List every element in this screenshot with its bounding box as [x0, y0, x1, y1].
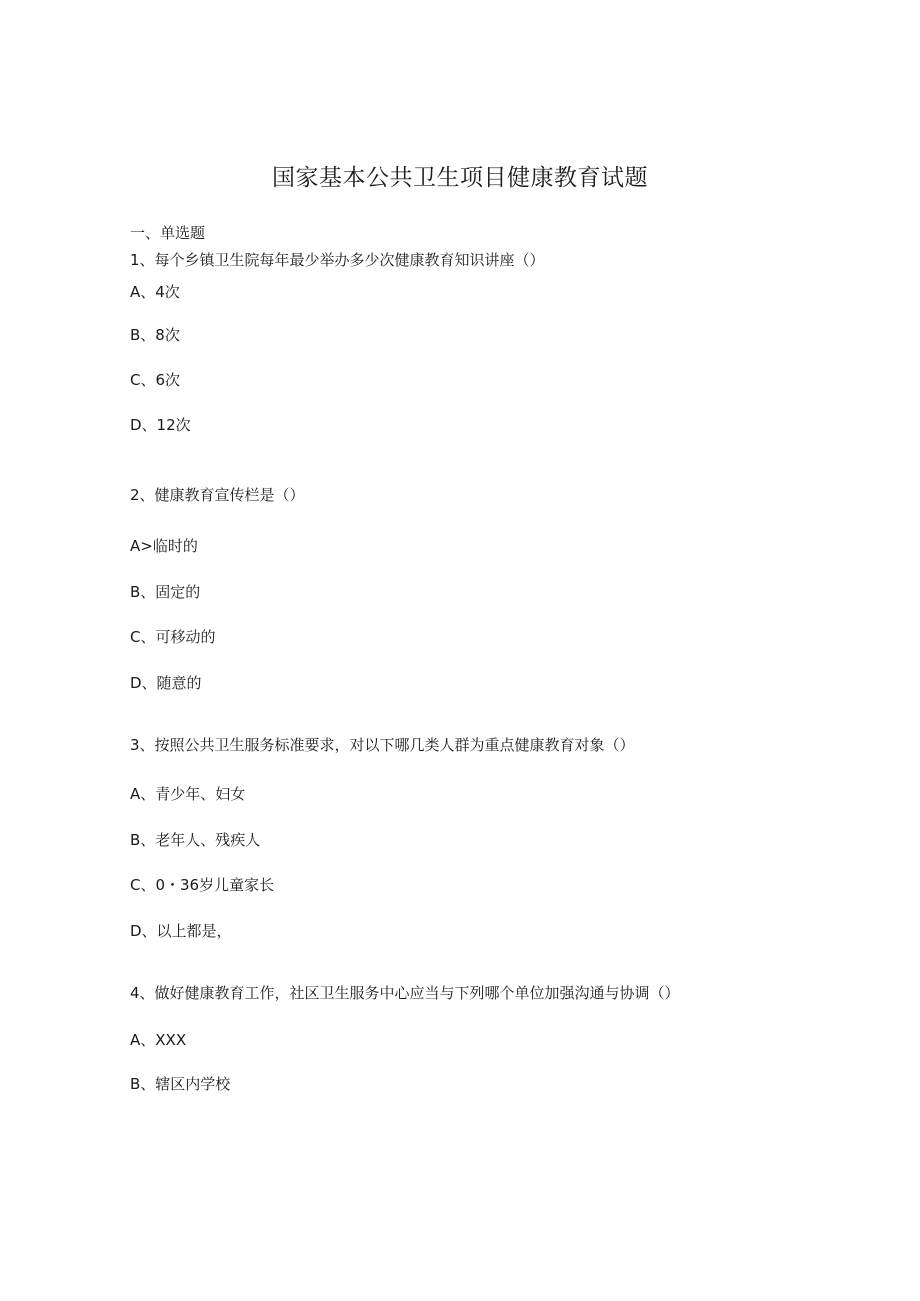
page-title: 国家基本公共卫生项目健康教育试题 [272, 165, 648, 191]
answer-option: D、以上都是， [130, 922, 232, 940]
answer-option: C、6次 [130, 371, 181, 389]
answer-option: C、可移动的 [130, 628, 216, 646]
answer-option: A、XXX [130, 1031, 187, 1049]
answer-option: B、固定的 [130, 583, 201, 601]
question-stem: 3、按照公共卫生服务标准要求，对以下哪几类人群为重点健康教育对象（） [130, 736, 635, 754]
answer-option: A、青少年、妇女 [130, 785, 246, 803]
answer-option: A、4次 [130, 283, 180, 301]
question-stem: 2、健康教育宣传栏是（） [130, 486, 305, 504]
answer-option: B、8次 [130, 326, 180, 344]
answer-option: B、辖区内学校 [130, 1075, 231, 1093]
answer-option: A>临时的 [130, 537, 198, 555]
answer-option: C、0・36岁儿童家长 [130, 876, 275, 894]
section-heading: 一、单选题 [130, 224, 206, 242]
question-stem: 1、每个乡镇卫生院每年最少举办多少次健康教育知识讲座（） [130, 251, 545, 269]
question-stem: 4、做好健康教育工作，社区卫生服务中心应当与下列哪个单位加强沟通与协调（） [130, 984, 680, 1002]
answer-option: D、12次 [130, 416, 191, 434]
answer-option: B、老年人、残疾人 [130, 831, 261, 849]
answer-option: D、随意的 [130, 674, 202, 692]
